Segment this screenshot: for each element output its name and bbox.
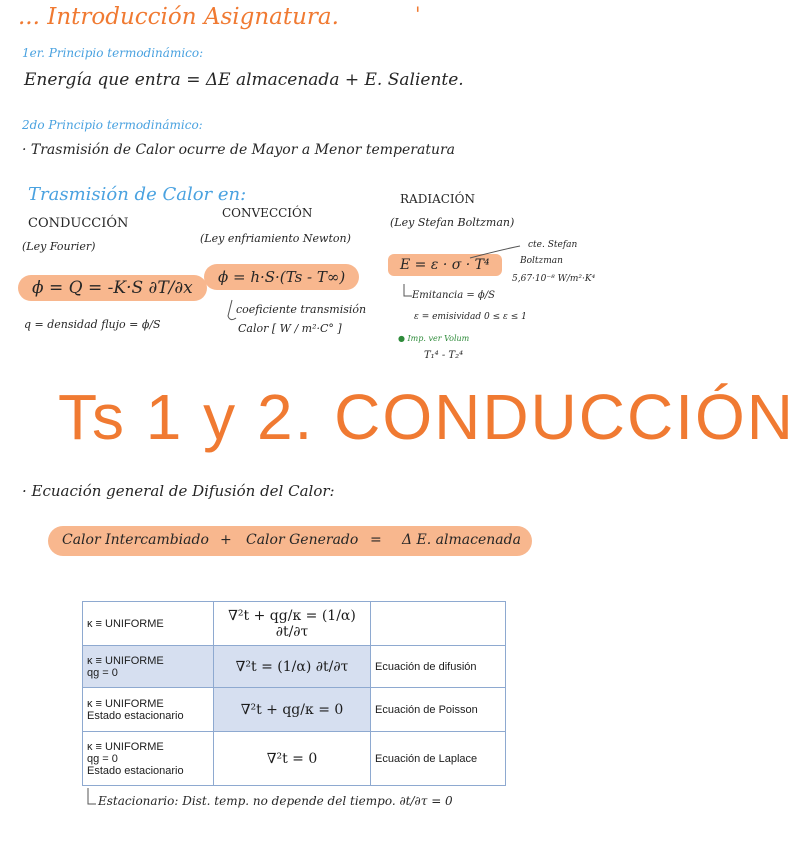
equation-name-cell: Ecuación de Poisson <box>371 688 506 732</box>
conduction-flux-note: q = densidad flujo = ϕ/S <box>24 318 161 331</box>
condition-text: Estado estacionario <box>87 709 184 722</box>
balance-stored: Δ E. almacenada <box>402 532 521 548</box>
radiation-constant-line3: 5,67·10⁻⁸ W/m²·K⁴ <box>512 274 596 284</box>
balance-plus: + <box>220 532 232 548</box>
equation-name-cell <box>371 602 506 646</box>
radiation-constant-line1: cte. Stefan <box>528 240 578 250</box>
conduction-law: (Ley Fourier) <box>22 240 96 253</box>
equation-cell: ∇²t = 0 <box>214 732 371 786</box>
condition-text: qg = 0 <box>87 666 118 679</box>
second-principle-text: · Trasmisión de Calor ocurre de Mayor a Menor temperatura <box>22 142 456 158</box>
radiation-net-note: ● Imp. ver Volum <box>398 334 470 343</box>
equation-cell: ∇²t = (1/α) ∂t/∂τ <box>214 646 371 688</box>
first-principle-heading: 1er. Principio termodinámico: <box>22 46 204 60</box>
general-equation-heading: · Ecuación general de Difusión del Calor: <box>22 482 335 500</box>
conduction-equation: ϕ = Q = -K·S ∂T/∂x <box>18 275 207 301</box>
condition-cell <box>83 688 214 732</box>
convection-equation: ϕ = h·S·(Ts - T∞) <box>204 264 359 290</box>
convection-law: (Ley enfriamiento Newton) <box>200 232 351 245</box>
convection-title: CONVECCIÓN <box>222 206 313 220</box>
table-row <box>83 688 506 732</box>
condition-text: qg = 0 <box>87 752 118 765</box>
steady-state-footnote: Estacionario: Dist. temp. no depende del tiempo. ∂t/∂τ = 0 <box>98 794 453 808</box>
radiation-equation: E = ε · σ · T⁴ <box>388 254 502 276</box>
balance-equals: = <box>370 532 382 548</box>
condition-cell <box>83 732 214 786</box>
condition-text: κ ≡ UNIFORME <box>87 697 164 710</box>
transmission-heading: Trasmisión de Calor en: <box>28 184 247 205</box>
equation-cell: ∇²t + qg/κ = (1/α) ∂t/∂τ <box>214 602 371 646</box>
first-principle-equation: Energía que entra = ΔE almacenada + E. Saliente. <box>24 70 464 90</box>
table-row <box>83 602 506 646</box>
condition-text: κ ≡ UNIFORME <box>87 617 164 630</box>
convection-coef-line2: Calor [ W / m²·C° ] <box>238 322 342 335</box>
section-title: Ts 1 y 2. CONDUCCIÓN <box>58 381 795 453</box>
radiation-title: RADIACIÓN <box>400 192 475 206</box>
table-row <box>83 732 506 786</box>
equations-table <box>82 601 506 786</box>
radiation-constant-line2: Boltzman <box>520 256 563 266</box>
balance-generated: Calor Generado <box>246 532 359 548</box>
radiation-law: (Ley Stefan Boltzman) <box>390 216 515 229</box>
second-principle-heading: 2do Principio termodinámico: <box>22 118 203 132</box>
page-title: ... Introducción Asignatura. <box>18 4 339 30</box>
condition-cell <box>83 646 214 688</box>
equation-cell: ∇²t + qg/κ = 0 <box>214 688 371 732</box>
equation-name-cell: Ecuación de difusión <box>371 646 506 688</box>
energy-balance-banner <box>48 526 532 556</box>
condition-text: Estado estacionario <box>87 764 184 777</box>
radiation-emittance: Emitancia = ϕ/S <box>412 290 495 301</box>
radiation-emissivity: ε = emisividad 0 ≤ ε ≤ 1 <box>414 312 527 322</box>
table-row <box>83 646 506 688</box>
equation-name-cell: Ecuación de Laplace <box>371 732 506 786</box>
balance-exchanged: Calor Intercambiado <box>62 532 209 548</box>
title-mark: ' <box>415 2 421 26</box>
condition-cell <box>83 602 214 646</box>
condition-text: κ ≡ UNIFORME <box>87 740 164 753</box>
convection-coef-line1: coeficiente transmisión <box>236 303 367 316</box>
condition-text: κ ≡ UNIFORME <box>87 654 164 667</box>
conduction-title: CONDUCCIÓN <box>28 216 129 231</box>
radiation-temp-diff: T₁⁴ - T₂⁴ <box>424 350 464 361</box>
